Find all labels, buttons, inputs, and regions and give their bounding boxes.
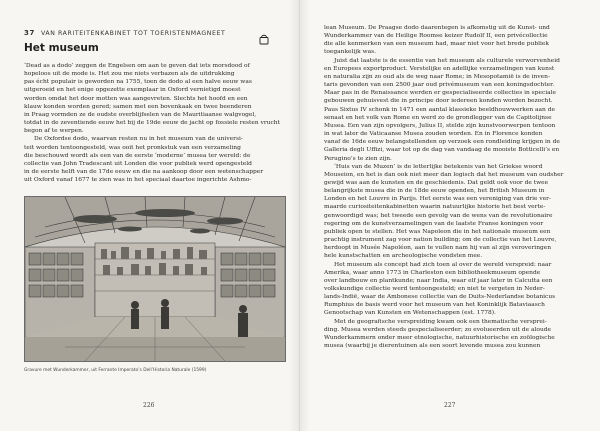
chapter-heading: Het museum (24, 42, 99, 54)
gutter-shadow-left (289, 0, 299, 431)
figure-caption: Gravure met Wunderkammer, uit Ferrante Imperato’s Dell’Historia Naturale (1599) (24, 368, 207, 374)
left-paragraph-2: De Oxfordse dodo, waarvan resten nu in het museum van de universi- teit worden tentoongesteld, was ooit het pronkstuk van een verzameling die beschouwd wordt als een van de eerste ‘moderne’ musea ter wereld: de collectie van John Tradescant uit Londen die voor publiek werd opengesteld in de eerste helft van de 17de eeuw en die na aankoop door een wetenschapper uit Oxford vanaf 1677 te zien was in het speciaal daartoe ingerichte Ashmo- (24, 136, 264, 184)
handbag-icon (258, 30, 270, 42)
running-head-number: 37 (24, 29, 35, 37)
right-paragraph-5: Met de geografische verspreiding kwam ook een thematische versprei- ding. Musea werden steeds gespecialiseerder; zo evolueerden uit de aloude Wunderkammern onder meer etnologische, natuurhistorische en zoölogische musea (waarbij je dierentuinen als een soort levende musea zou kunnen (324, 318, 555, 350)
page-number-right: 227 (444, 402, 456, 409)
gutter-shadow-right (300, 0, 310, 431)
engraving-illustration (24, 196, 286, 362)
right-paragraph-3: ‘Huis van de Muzen’ is de letterlijke betekenis van het Griekse woord Mouseion, en het is dan ook niet meer dan logisch dat het museum van oudsher gewijd was aan de kunsten en de geschiedenis. Dat geldt ook voor de twee belangrijkste musea die in de 18de eeuw openden, het British Museum in Londen en het Louvre in Parijs. Het eerste was een vereniging van drie ver- maarde curiositeitenkabinetten waarin natuurlijke historie het best verte- genwoordigd was; het tweede een gevolg van de wens van de revolutionaire regering om de kunstverzamelingen van de laatste Franse koningen voor publiek open te stellen. Het was Napoleon die in het nationale museum een prachtig instrument zag voor nation building; om de collectie van het Louvre, herdoopt in Musée Napoléon, aan te vullen nam hij van al zijn veroveringen hele kunstschatten en archeologische vondsten mee. (324, 163, 564, 260)
running-head (24, 28, 287, 38)
page-number-left: 226 (143, 402, 155, 409)
left-paragraph-1: ‘Dead as a dodo’ zeggen de Engelsen om aan te geven dat iets morsdood of hopeloos uit de mode is. Het zou me niets verbazen als de uitdrukking pas écht populair is geworden na 1755, toen de dodo al een halve eeuw was uitgeroeid en het enige opgezette exemplaar in Oxford vernietigd moest worden omdat het door motten was aangevreten. Slechts het hoofd en een klauw konden worden gered; samen met een bovenkaak en twee beenderen in Praag vormden ze de oudste overblijfselen van de Mauritiaanse walgvogel, totdat in de zeventiende eeuw het bij de 19de eeuw de jacht op fossiele resten vrucht begon af te werpen. (24, 63, 280, 135)
right-page (300, 0, 600, 431)
right-paragraph-4: Het museum als concept had zich toen al over de wereld verspreid: naar Amerika, waar anno 1773 in Charleston een bibliotheekmuseum opende over landbouw en plantkunde; naar India, waar elf jaar later in Calcutta een volkskundige collectie werd tentoongesteld; en niet te vergeten in Neder- lands-Indië, waar de Ambonese collectie van de Duits-Nederlandse botanicus Rumphius de basis werd voor het museum van het Koninklijk Bataviaasch Genootschap van Kunsten en Wetenschappen (est. 1778). (324, 261, 556, 317)
right-paragraph-2: Juist dat laatste is de essentie van het museum als culturele verworvenheid en Europees exportproduct. Verstelijke en adellijke verzamelingen van kunst en naturalia zijn zo oud als de weg naar Rome; in Mesopotamië is de inven- taris gevonden van een 2500 jaar oud privémuseum van een koningsdochter. Maar pas in de Renaissance werden er gespecialiseerde collecties in speciale gebouwen gehuisvest die in principe door iedereen konden worden bezocht. Paus Sixtus IV schonk in 1471 een aantal klassieke beeldhouwwerken aan de senaat en het volk van Rome en werd zo de grondlegger van de Capitolijnse Musea. Een van zijn opvolgers, Julius II, stelde zijn kunstvoorwerpen tentoon in wat later de Vaticaanse Musea zouden worden. En in Florence konden vanaf de 16de eeuw belangstellenden op verzoek een rondleiding krijgen in de Galleria degli Uffizi, waar tot op de dag van vandaag de mooiste Botticelli’s en Perugino’s te zien zijn. (324, 57, 560, 162)
running-head-title: VAN RARITEITENKABINET TOT TOERISTENMAGNEET (40, 29, 226, 37)
right-paragraph-1: lean Museum. De Praagse dodo daarentegen is afkomstig uit de Kunst- und Wunderkammer van de Heilige Roomse keizer Rudolf II, een privécollectie die alle kenmerken van een museum had, maar niet voor het brede publiek toegankelijk was. (324, 25, 550, 56)
